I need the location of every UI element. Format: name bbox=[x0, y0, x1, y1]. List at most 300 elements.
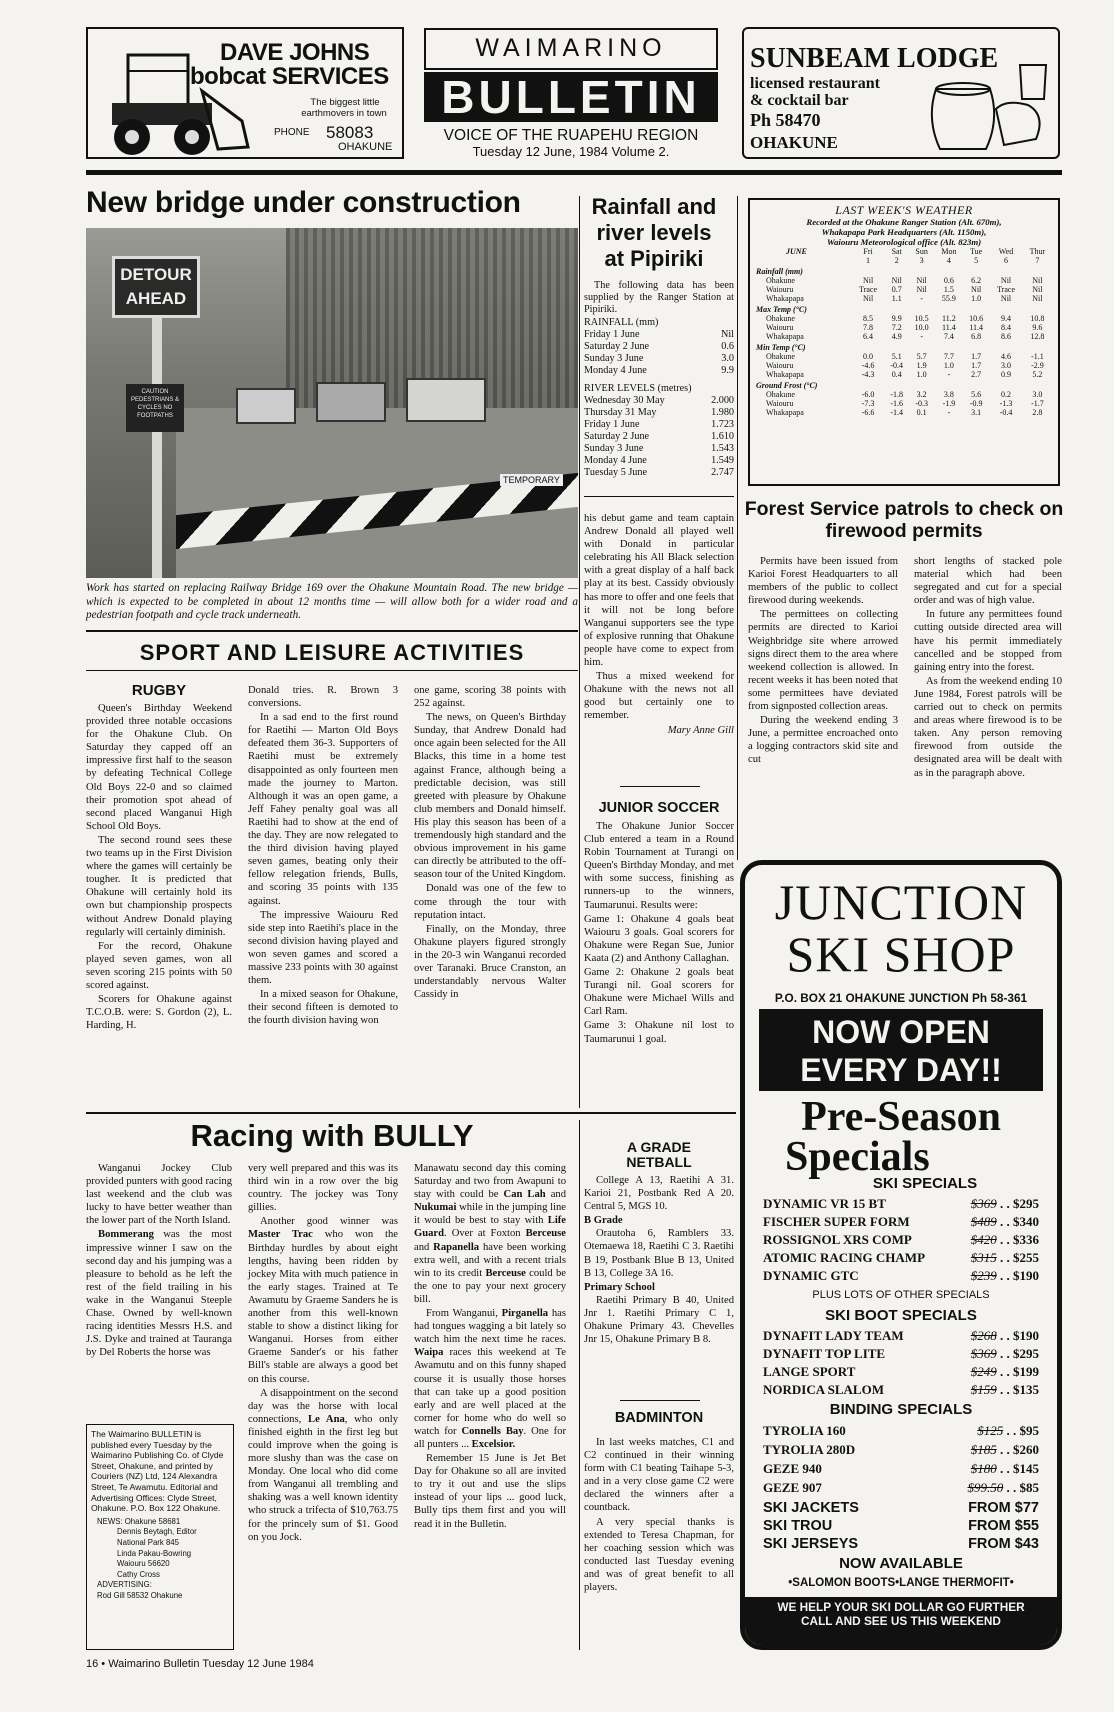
rain-row: Saturday 2 June 0.6 bbox=[584, 341, 734, 352]
horse-name: Waipa bbox=[414, 1347, 444, 1359]
weather-value: 3.2 bbox=[916, 390, 927, 399]
racing-paragraph: Wanganui Jockey Club provided punters with good racing last weekend and the club was lucky to have better weather than the lower part of the North Island. bbox=[86, 1163, 232, 1227]
weather-value: - bbox=[947, 408, 951, 417]
weather-box bbox=[748, 198, 1060, 486]
weather-blank bbox=[756, 256, 851, 265]
boot-list bbox=[763, 1327, 1039, 1399]
weather-value: 5.6 bbox=[971, 390, 982, 399]
ski-item-name: ATOMIC RACING CHAMP bbox=[763, 1250, 926, 1265]
ski-item bbox=[763, 1213, 1039, 1231]
ski-plus: PLUS LOTS OF OTHER SPECIALS bbox=[812, 1289, 990, 1301]
ski-item-name: DYNAMIC GTC bbox=[763, 1268, 859, 1283]
old-price: $268 bbox=[970, 1328, 997, 1343]
boot-item-name: DYNAFIT LADY TEAM bbox=[763, 1328, 904, 1343]
weather-row bbox=[756, 408, 1052, 417]
weather-value: 1.7 bbox=[971, 361, 982, 370]
weather-day-row bbox=[756, 247, 1052, 256]
sale-price: . . $260 bbox=[996, 1442, 1039, 1457]
horse-name: Nukumai bbox=[414, 1202, 457, 1214]
forest-c2-p: In future any permittees found cutting outside directed area will have his permit immediately cancelled and be stopped from gaining entry into the forest. bbox=[914, 609, 1062, 673]
clothing-name: SKI TROU bbox=[763, 1518, 833, 1534]
weather-value: -1.7 bbox=[1031, 399, 1044, 408]
river-row: Thursday 31 May 1.980 bbox=[584, 407, 734, 418]
ad-sunbeam-line2: & cocktail bar bbox=[750, 92, 849, 109]
weather-value: 5.7 bbox=[916, 352, 927, 361]
boot-item-prices bbox=[971, 1381, 1039, 1399]
horse-name: Master Trac bbox=[248, 1229, 313, 1241]
boot-item bbox=[763, 1345, 1039, 1363]
sale-price: . . $199 bbox=[996, 1364, 1039, 1379]
weather-station: Waiouru bbox=[766, 361, 794, 370]
ski-shop-now1: NOW OPEN bbox=[812, 1014, 990, 1050]
junior-col bbox=[584, 820, 734, 1047]
horse-name: Life Guard bbox=[414, 1215, 566, 1240]
weather-value: 2.7 bbox=[971, 370, 982, 379]
rain-row: Monday 4 June 9.9 bbox=[584, 365, 734, 376]
masthead-title: BULLETIN bbox=[424, 72, 718, 122]
binding-item-prices bbox=[971, 1459, 1039, 1478]
weather-value: 0.2 bbox=[1001, 390, 1012, 399]
rugby-byline: Mary Anne Gill bbox=[667, 724, 734, 736]
weather-title: LAST WEEK'S WEATHER bbox=[835, 203, 973, 217]
weather-date: 2 bbox=[894, 256, 899, 265]
racing-paragraph: Manawatu second day this coming Saturday and two from Awapuni to stay with could be Can Lah and Nukumai while in the jumping line it would be best to stay with Life Guard. Over at Foxton Berceuse and Rapanella have been working extra well, and with a recent trials win to its credit Berceuse could be the one to pay your next grocery bill. bbox=[414, 1163, 566, 1305]
imprint-box bbox=[86, 1424, 234, 1650]
badminton-head: BADMINTON bbox=[614, 1410, 704, 1426]
old-price: $185 bbox=[970, 1442, 997, 1457]
boot-item-prices bbox=[971, 1345, 1039, 1363]
racing-paragraph: From Wanganui, Pirganella has had tongues wagging a bit lately so watch him the next time he races. Waipa races this weekend at Te Awamutu and on this funny shaped course it is usually those horses that can take up a good position early and are well placed at the corner for home who do well so watch for Connells Bay. One for all punters ... Excelsior. bbox=[414, 1308, 566, 1450]
sport-banner: SPORT AND LEISURE ACTIVITIES bbox=[139, 640, 525, 665]
weather-value: 5.1 bbox=[891, 352, 902, 361]
weather-value: 11.2 bbox=[942, 314, 956, 323]
sale-price: . . $255 bbox=[996, 1250, 1039, 1265]
river-row: Saturday 2 June 1.610 bbox=[584, 431, 734, 442]
ski-list bbox=[763, 1195, 1039, 1285]
weather-value: Nil bbox=[971, 285, 982, 294]
weather-row bbox=[756, 370, 1052, 379]
weather-day: Tue bbox=[970, 247, 983, 256]
weather-station: Ohakune bbox=[766, 314, 795, 323]
weather-section-title: Rainfall (mm) bbox=[756, 267, 803, 276]
weather-day: Sat bbox=[891, 247, 902, 256]
old-price: $369 bbox=[970, 1196, 997, 1211]
detour-sign bbox=[112, 256, 200, 318]
rugby-c2-p: Donald tries. R. Brown 3 conversions. bbox=[248, 685, 398, 710]
imprint-line: National Park 845 bbox=[117, 1537, 179, 1547]
ski-shop-banner bbox=[759, 1009, 1043, 1091]
river-heading: RIVER LEVELS (metres) bbox=[584, 383, 692, 394]
weather-value: 9.6 bbox=[1032, 323, 1043, 332]
ad-sunbeam-town: OHAKUNE bbox=[750, 133, 838, 152]
salomon-line: •SALOMON BOOTS•LANGE THERMOFIT• bbox=[788, 1577, 1014, 1589]
truck-2 bbox=[316, 382, 386, 422]
weather-value: -1.4 bbox=[890, 408, 904, 417]
detour-sign-line1: DETOUR bbox=[120, 265, 192, 284]
weather-value: Nil bbox=[916, 276, 927, 285]
horse-name: Rapanella bbox=[433, 1241, 480, 1253]
racing-col3 bbox=[414, 1162, 566, 1532]
racing-headline: Racing with BULLY bbox=[190, 1118, 474, 1153]
imprint-line: Waiouru 56620 bbox=[117, 1559, 170, 1569]
boot-item-name: NORDICA SLALOM bbox=[763, 1382, 884, 1397]
clothing-name: SKI JACKETS bbox=[763, 1500, 859, 1516]
imprint-adv-line: Rod Gill 58532 Ohakune bbox=[97, 1590, 183, 1600]
imprint-news: NEWS: Ohakune 58681 bbox=[97, 1516, 181, 1526]
weather-date: 6 bbox=[1004, 256, 1009, 265]
weather-value: 1.5 bbox=[943, 285, 954, 294]
ski-item-name: ROSSIGNOL XRS COMP bbox=[763, 1232, 912, 1247]
weather-value: 1.1 bbox=[891, 294, 902, 303]
binding-item bbox=[763, 1478, 1039, 1497]
binding-item bbox=[763, 1440, 1039, 1459]
old-price: $369 bbox=[970, 1346, 997, 1361]
boot-item bbox=[763, 1381, 1039, 1399]
weather-value: -0.9 bbox=[969, 399, 983, 408]
binding-item-name: TYROLIA 160 bbox=[763, 1423, 846, 1438]
sale-price: . . $190 bbox=[996, 1268, 1039, 1283]
ski-item-prices bbox=[971, 1231, 1039, 1249]
binding-list bbox=[763, 1421, 1039, 1497]
weather-value: -6.0 bbox=[861, 390, 875, 399]
rain-row: Sunday 3 June 3.0 bbox=[584, 353, 734, 364]
old-price: $125 bbox=[977, 1423, 1004, 1438]
column-rule bbox=[579, 196, 580, 1108]
detour-sign-line2: AHEAD bbox=[125, 289, 187, 308]
sale-price: . . $135 bbox=[996, 1382, 1039, 1397]
weather-value: 2.8 bbox=[1032, 408, 1043, 417]
rain-rows bbox=[584, 329, 734, 377]
weather-value: 11.4 bbox=[942, 323, 956, 332]
horse-name: Le Ana bbox=[308, 1413, 345, 1425]
ad-sunbeam-phone: Ph 58470 bbox=[750, 110, 821, 130]
weather-value: -1.1 bbox=[1031, 352, 1044, 361]
weather-value: Trace bbox=[859, 285, 878, 294]
weather-sub2: Whakapapa Park Headquarters (Alt. 1150m), bbox=[821, 227, 987, 237]
weather-row bbox=[756, 276, 1052, 285]
ski-shop-now2: EVERY DAY!! bbox=[800, 1052, 1002, 1088]
netball-p: Raetihi Primary B 40, United Jnr 1. Raetihi Primary C 1, Ohakune Primary 43. Chevelles Jnr 15, Ohakune Primary B 8. bbox=[584, 1294, 734, 1346]
forest-col2 bbox=[914, 555, 1062, 781]
masthead-tagline: VOICE OF THE RUAPEHU REGION bbox=[443, 127, 699, 144]
weather-sub3: Waiouru Meteorological office (Alt. 823m) bbox=[826, 237, 982, 247]
forest-headline: Forest Service patrols to check on firewood permits bbox=[744, 498, 1064, 542]
weather-station: Whakapapa bbox=[766, 332, 804, 341]
weather-value: 7.2 bbox=[891, 323, 902, 332]
rugby-c1-p: The second round sees these two teams up in the First Division where the games will certainly be tougher. It is predicted that Ohakune will certainly hold its own but championship prospects without Andrew Donald playing regularly will certainly diminish. bbox=[86, 834, 232, 938]
weather-sub1: Recorded at the Ohakune Ranger Station (Alt. 670m), bbox=[806, 217, 1002, 227]
weather-date: 3 bbox=[919, 256, 924, 265]
weather-row bbox=[756, 352, 1052, 361]
binding-item-prices bbox=[977, 1421, 1039, 1440]
weather-value: 9.4 bbox=[1001, 314, 1012, 323]
ski-item-prices bbox=[971, 1249, 1039, 1267]
old-price: $489 bbox=[970, 1214, 997, 1229]
boot-item-prices bbox=[971, 1363, 1039, 1381]
boot-item-name: DYNAFIT TOP LITE bbox=[763, 1346, 886, 1361]
ad-dave-johns-tagline2: earthmovers in town bbox=[301, 108, 387, 119]
rugby-c1-p: For the record, Ohakune played seven games, won all seven scoring 215 points with 50 scored against. bbox=[86, 940, 232, 991]
weather-day: Fri bbox=[863, 247, 873, 256]
weather-value: Nil bbox=[862, 294, 874, 303]
rugby-c3-p: one game, scoring 38 points with 252 against. bbox=[414, 685, 566, 710]
column-rule bbox=[737, 196, 738, 860]
binding-item-prices bbox=[968, 1478, 1040, 1497]
truck-1 bbox=[236, 388, 296, 424]
weather-value: -4.3 bbox=[861, 370, 875, 379]
horse-name: Berceuse bbox=[525, 1228, 566, 1240]
weather-section-row bbox=[756, 341, 1052, 352]
weather-value: -4.6 bbox=[861, 361, 875, 370]
sport-rule-top bbox=[86, 630, 578, 632]
weather-row bbox=[756, 390, 1052, 399]
rainfall-body bbox=[584, 280, 734, 479]
weather-value: Nil bbox=[1032, 276, 1043, 285]
netball-head1: A GRADE bbox=[626, 1139, 692, 1155]
ski-item bbox=[763, 1249, 1039, 1267]
vehicles bbox=[236, 378, 496, 438]
clothing-price: FROM $43 bbox=[968, 1536, 1039, 1552]
ski-head: SKI SPECIALS bbox=[872, 1175, 978, 1192]
river-row: Friday 1 June 1.723 bbox=[584, 419, 734, 430]
boot-item-prices bbox=[971, 1327, 1039, 1345]
racing-paragraph: A disappointment on the second day was the horse with local connections, Le Ana, who only finished eighth in the first leg but could improve when the going is more slushy than was the case on Monday. One local who did come from Wanganui all trembling and shaking was a well known identity who struck a trifecta of $10,763.75 for the princely sum of $1. Good on you Jock. bbox=[248, 1387, 398, 1543]
weather-table bbox=[756, 247, 1052, 417]
horse-name: Pirganella bbox=[501, 1308, 549, 1320]
now-available: NOW AVAILABLE bbox=[839, 1555, 963, 1572]
binding-item bbox=[763, 1421, 1039, 1440]
old-price: $180 bbox=[970, 1461, 997, 1476]
junior-rule bbox=[620, 786, 700, 787]
rainfall-heading: RAINFALL (mm) bbox=[584, 317, 659, 328]
binding-item-name: GEZE 907 bbox=[763, 1480, 822, 1495]
ad-dave-johns-town: OHAKUNE bbox=[338, 141, 393, 153]
rugby-c3-p: Donald was one of the few to come through the tour with reputation intact. bbox=[414, 883, 566, 921]
junior-p: Game 3: Ohakune nil lost to Taumarunui 1 goal. bbox=[584, 1020, 734, 1045]
weather-value: -1.9 bbox=[942, 399, 956, 408]
column-rule bbox=[579, 1120, 580, 1650]
weather-value: 55.9 bbox=[941, 294, 956, 303]
bridge-photo bbox=[86, 228, 578, 578]
weather-section-row bbox=[756, 303, 1052, 314]
weather-station: Whakapapa bbox=[766, 370, 804, 379]
old-price: $159 bbox=[970, 1382, 997, 1397]
weather-value: Nil bbox=[916, 285, 927, 294]
clothing-item bbox=[763, 1517, 1039, 1535]
netball-p-head: Primary School bbox=[584, 1281, 655, 1293]
rugby-c3-p: The news, on Queen's Birthday Sunday, that Andrew Donald had once again been selected for the All Blacks, this time in a home test against France, although being a predictable decision, was still greeted with pleasure by Ohakune club members and Donald himself. His play this season has been of a tremendously high standard and the obvious improvement in his game can directly be attributed to the off-season tour of the United Kingdom. bbox=[414, 712, 566, 881]
rugby-c4-p: Thus a mixed weekend for Ohakune with the news not all good but certainly one to remember. bbox=[584, 671, 734, 722]
netball-separator bbox=[620, 1400, 700, 1401]
weather-value: 0.9 bbox=[1001, 370, 1012, 379]
netball-b-head: B Grade bbox=[584, 1215, 623, 1227]
river-row: Monday 4 June 1.549 bbox=[584, 455, 734, 466]
weather-station: Ohakune bbox=[766, 352, 795, 361]
old-price: $315 bbox=[970, 1250, 997, 1265]
rugby-head: RUGBY bbox=[131, 682, 187, 699]
weather-date: 5 bbox=[974, 256, 979, 265]
weather-value: -0.4 bbox=[999, 408, 1013, 417]
weather-station: Waiouru bbox=[766, 323, 794, 332]
rugby-col3 bbox=[414, 684, 566, 1002]
weather-date: 7 bbox=[1035, 256, 1040, 265]
horse-name: Bommerang bbox=[98, 1229, 154, 1241]
weather-date: 4 bbox=[946, 256, 951, 265]
binding-item-name: TYROLIA 280D bbox=[763, 1442, 856, 1457]
weather-row bbox=[756, 285, 1052, 294]
river-row: Sunday 3 June 1.543 bbox=[584, 443, 734, 454]
ski-shop-footer1: WE HELP YOUR SKI DOLLAR GO FURTHER bbox=[777, 1600, 1025, 1614]
weather-value: Nil bbox=[1000, 276, 1012, 285]
imprint-line: Dennis Beytagh, Editor bbox=[117, 1527, 197, 1537]
ad-sunbeam-line1: licensed restaurant bbox=[750, 75, 880, 92]
weather-day: Sun bbox=[915, 247, 928, 256]
ski-shop-footer2: CALL AND SEE US THIS WEEKEND bbox=[801, 1614, 1001, 1628]
rainfall-separator bbox=[584, 496, 734, 497]
old-price: $239 bbox=[970, 1268, 997, 1283]
ski-item-prices bbox=[971, 1267, 1039, 1285]
old-price: $249 bbox=[970, 1364, 997, 1379]
sale-price: . . $295 bbox=[996, 1346, 1039, 1361]
clothing-name: SKI JERSEYS bbox=[763, 1536, 859, 1552]
rugby-c1-p: Scorers for Ohakune against T.C.O.B. were: S. Gordon (2), L. Harding, H. bbox=[86, 994, 232, 1032]
clothing-item bbox=[763, 1499, 1039, 1517]
weather-value: 8.4 bbox=[1001, 323, 1012, 332]
horse-name: Excelsior. bbox=[471, 1438, 516, 1450]
ad-dave-johns bbox=[86, 27, 404, 159]
weather-value: 4.9 bbox=[891, 332, 902, 341]
horse-name: Berceuse bbox=[485, 1267, 526, 1279]
sale-price: . . $190 bbox=[996, 1328, 1039, 1343]
weather-value: Nil bbox=[1000, 294, 1012, 303]
racing-paragraph: Bommerang was the most impressive winner I saw on the second day and his jumping was a pleasure to behold as he left the rest of the field trailing in his wake in the Wanganui Steeple Chase. Owned by well-known racing identities Messrs H.S. and J.S. Dyke and trained at Tauranga by Del Roberts the horse was bbox=[86, 1229, 232, 1359]
bridge-caption: Work has started on replacing Railway Bridge 169 over the Ohakune Mountain Road. The new bridge — which is expected to be completed in about 12 months time — will allow both for a wider road and a pedestrian footpath and cycle track underneath. bbox=[86, 582, 578, 621]
old-price: $99.50 bbox=[967, 1480, 1004, 1495]
masthead bbox=[424, 28, 718, 160]
weather-row bbox=[756, 361, 1052, 370]
boot-item bbox=[763, 1363, 1039, 1381]
weather-value: 1.9 bbox=[916, 361, 927, 370]
weather-value: 0.1 bbox=[916, 408, 927, 417]
weather-value: Nil bbox=[1032, 285, 1043, 294]
weather-value: 10.0 bbox=[914, 323, 929, 332]
weather-date: 1 bbox=[866, 256, 871, 265]
clothing-price: FROM $77 bbox=[968, 1500, 1039, 1516]
ski-shop-name2: SKI SHOP bbox=[786, 926, 1016, 982]
weather-value: 6.4 bbox=[863, 332, 874, 341]
weather-day: Thur bbox=[1029, 247, 1046, 256]
rainfall-headline: Rainfall and river levels at Pipiriki bbox=[591, 194, 717, 271]
weather-value: -1.8 bbox=[890, 390, 904, 399]
ski-item bbox=[763, 1195, 1039, 1213]
weather-value: 3.0 bbox=[1032, 390, 1043, 399]
clothing-price: FROM $55 bbox=[968, 1518, 1039, 1534]
weather-value: 10.5 bbox=[914, 314, 929, 323]
weather-value: 4.6 bbox=[1001, 352, 1012, 361]
weather-section-title: Max Temp (°C) bbox=[756, 305, 807, 314]
horse-name: Connells Bay bbox=[461, 1425, 524, 1437]
weather-value: Nil bbox=[1032, 294, 1043, 303]
badminton-p: A very special thanks is extended to Teresa Chapman, for her coaching session which was conducted last Tuesday evening and was of great benefit to all players. bbox=[584, 1516, 734, 1594]
weather-value: 0.6 bbox=[943, 276, 954, 285]
badminton-p: In last weeks matches, C1 and C2 continued in their winning form with C1 beating Taihape 5-3, and in a very close game C2 were declared the winners after a countback. bbox=[584, 1437, 734, 1514]
netball-a: College A 13, Raetihi A 31. Karioi 21, Postbank Red A 20. Central 5, MGS 10. bbox=[584, 1175, 734, 1213]
racing-rule bbox=[86, 1112, 736, 1114]
clothing-item bbox=[763, 1535, 1039, 1553]
sport-rule-bottom bbox=[86, 670, 578, 671]
ski-item-prices bbox=[971, 1213, 1039, 1231]
ad-dave-johns-name1: DAVE JOHNS bbox=[220, 39, 370, 66]
weather-station: Waiouru bbox=[766, 285, 794, 294]
weather-row bbox=[756, 332, 1052, 341]
weather-value: 5.2 bbox=[1032, 370, 1043, 379]
ad-dave-johns-tagline1: The biggest little bbox=[310, 97, 380, 108]
ad-sunbeam-lodge bbox=[742, 27, 1060, 159]
netball-col bbox=[584, 1174, 734, 1347]
ski-item bbox=[763, 1267, 1039, 1285]
barrier-label: TEMPORARY bbox=[500, 474, 563, 486]
masthead-date: Tuesday 12 June, 1984 Volume 2. bbox=[472, 144, 670, 159]
binding-item-prices bbox=[971, 1440, 1039, 1459]
binding-item bbox=[763, 1459, 1039, 1478]
ski-item bbox=[763, 1231, 1039, 1249]
weather-value: - bbox=[947, 370, 951, 379]
racing-paragraph: very well prepared and this was its third win in a row over the big country. The jockey was Tony gillies. bbox=[248, 1163, 398, 1214]
weather-value: -0.3 bbox=[915, 399, 928, 408]
weather-row bbox=[756, 323, 1052, 332]
forest-c2-p: As from the weekend ending 10 June 1984, Forest patrols will be carried out to check on permits and areas where firewood is to be taken. Any person removing firewood from outside the designated area will be dealt with as in the paragraph above. bbox=[914, 675, 1062, 779]
sale-price: . . $340 bbox=[996, 1214, 1039, 1229]
imprint-text: The Waimarino BULLETIN is published every Tuesday by the Waimarino Publishing Co. of Clyde Street, Ohakune, and printed by Couriers (NZ) Ltd, 124 Alexandra Street, Te Awamutu. Editorial and Advertising Offices: Clyde Street, Ohakune. P.O. Box 122 Ohakune. bbox=[91, 1429, 224, 1514]
boot-item-name: LANGE SPORT bbox=[763, 1364, 856, 1379]
racing-col1 bbox=[86, 1162, 232, 1360]
weather-section-row bbox=[756, 265, 1052, 276]
weather-value: Nil bbox=[891, 276, 902, 285]
top-rule bbox=[86, 170, 1062, 175]
ad-dave-johns-phone-label: PHONE bbox=[274, 127, 310, 138]
weather-value: 10.6 bbox=[969, 314, 984, 323]
rugby-col2 bbox=[248, 684, 398, 1028]
weather-value: 7.8 bbox=[863, 323, 874, 332]
weather-value: 0.0 bbox=[863, 352, 874, 361]
river-row: Tuesday 5 June 2.747 bbox=[584, 467, 734, 478]
pottery-illustration bbox=[916, 59, 1056, 157]
sale-price: . . $336 bbox=[996, 1232, 1039, 1247]
weather-value: Nil bbox=[862, 276, 874, 285]
weather-value: -7.3 bbox=[861, 399, 875, 408]
weather-value: 12.8 bbox=[1030, 332, 1045, 341]
weather-value: 6.8 bbox=[971, 332, 982, 341]
rugby-col1 bbox=[86, 702, 232, 1033]
weather-value: - bbox=[920, 294, 923, 303]
old-price: $420 bbox=[970, 1232, 997, 1247]
masthead-top: WAIMARINO bbox=[475, 34, 667, 62]
rain-row: Friday 1 June Nil bbox=[584, 329, 734, 340]
weather-value: -1.3 bbox=[999, 399, 1013, 408]
weather-value: 7.4 bbox=[943, 332, 954, 341]
weather-value: 8.6 bbox=[1001, 332, 1012, 341]
forest-c1-p: The permittees on collecting permits are directed to Karioi Weighbridge site where arrowed signs direct them to the area where weekend collection is allowed. In recent weeks it has been noted that some permittees have deviated from signposted collection areas. bbox=[748, 609, 898, 713]
weather-month: JUNE bbox=[786, 247, 807, 256]
weather-value: - bbox=[920, 332, 923, 341]
weather-value: 8.5 bbox=[863, 314, 874, 323]
weather-date-row bbox=[756, 256, 1052, 265]
junior-p: Game 2: Ohakune 2 goals beat Turangi nil. Goal scorers for Ohakune were Michael Wills and Carl Ram. bbox=[584, 967, 734, 1018]
river-rows bbox=[584, 395, 734, 479]
netball-head2: NETBALL bbox=[626, 1154, 692, 1170]
river-row: Wednesday 30 May 2.000 bbox=[584, 395, 734, 406]
truck-3 bbox=[406, 378, 486, 422]
